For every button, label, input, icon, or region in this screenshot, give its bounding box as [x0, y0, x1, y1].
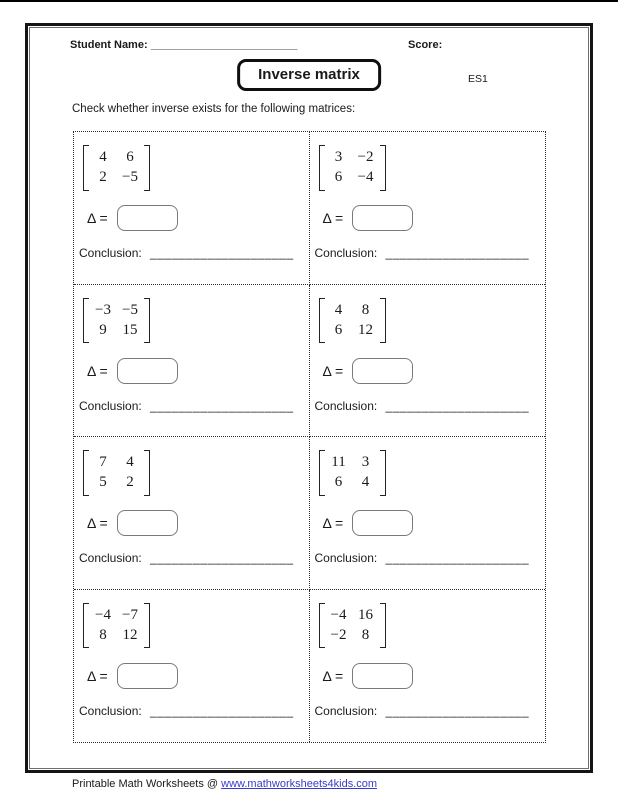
matrix-entry: 2: [126, 474, 134, 491]
matrix-entry: 8: [361, 301, 370, 318]
problem-cell: [74, 590, 310, 743]
determinant-row: [323, 358, 414, 384]
footer: [72, 778, 377, 790]
matrix-entry: 6: [126, 149, 134, 165]
matrix-right-bracket: [144, 603, 150, 649]
matrix: [319, 298, 386, 344]
matrix-entries: [325, 145, 380, 191]
matrix-entry: −2: [330, 626, 347, 643]
conclusion-label: Conclusion:: [79, 551, 142, 565]
determinant-row: [87, 205, 178, 231]
matrix-entry: 11: [331, 454, 346, 470]
conclusion-blank-line[interactable]: ____________________: [150, 398, 294, 413]
problem-cell: [74, 132, 310, 285]
problem-cell: [74, 285, 310, 438]
matrix-right-bracket: [144, 298, 150, 344]
matrix-entries: [89, 603, 144, 649]
matrix-entry: −7: [122, 606, 138, 623]
determinant-answer-box[interactable]: [352, 510, 413, 536]
matrix-entry: 12: [358, 321, 373, 338]
matrix-right-bracket: [380, 603, 386, 649]
matrix-entry: −3: [95, 301, 111, 318]
problem-cell: [310, 590, 546, 743]
student-name-label: Student Name:: [70, 39, 148, 51]
matrix: [83, 298, 150, 344]
conclusion-blank-line[interactable]: ____________________: [385, 551, 530, 565]
determinant-row: [323, 663, 414, 689]
matrix: [83, 450, 150, 496]
matrix-entry: −4: [330, 606, 347, 623]
determinant-answer-box[interactable]: [352, 205, 413, 231]
matrix-entry: 3: [361, 454, 370, 470]
problem-cell: [74, 437, 310, 590]
determinant-answer-box[interactable]: [352, 663, 413, 689]
instruction-text: Check whether inverse exists for the following matrices:: [72, 103, 356, 115]
problem-cell: [310, 285, 546, 438]
matrix-entry: 8: [99, 626, 107, 643]
determinant-answer-box[interactable]: [117, 358, 178, 384]
matrix: [319, 603, 386, 649]
matrix-entry: −5: [122, 169, 138, 186]
matrix-entry: 4: [334, 301, 343, 318]
matrix-entry: −5: [122, 301, 138, 318]
matrix: [319, 450, 386, 496]
matrix-entries: [89, 450, 144, 496]
matrix-entry: 12: [122, 626, 138, 643]
matrix-entry: 4: [126, 454, 134, 470]
conclusion-label: Conclusion:: [79, 246, 142, 260]
determinant-answer-box[interactable]: [117, 205, 178, 231]
matrix-entry: 2: [99, 169, 107, 186]
delta-label: Δ =: [87, 362, 108, 379]
page-frame: [25, 23, 593, 773]
matrix: [83, 603, 150, 649]
determinant-row: [323, 510, 414, 536]
score-label: Score:: [408, 39, 443, 51]
matrix-right-bracket: [380, 145, 386, 191]
matrix-entry: 9: [99, 321, 107, 338]
determinant-row: [87, 663, 178, 689]
matrix: [319, 145, 386, 191]
matrix-entries: [325, 298, 380, 344]
matrix-entry: 6: [334, 321, 343, 338]
matrix-right-bracket: [144, 145, 150, 191]
footer-text: Printable Math Worksheets @: [72, 778, 222, 790]
conclusion-blank-line[interactable]: ____________________: [150, 703, 294, 718]
conclusion-label: Conclusion:: [314, 398, 378, 413]
matrix-entries: [89, 298, 144, 344]
matrix-right-bracket: [380, 298, 386, 344]
conclusion-row: [315, 704, 530, 718]
conclusion-row: [79, 704, 294, 718]
delta-label: Δ =: [87, 210, 108, 226]
determinant-answer-box[interactable]: [117, 663, 178, 689]
problem-cell: [310, 132, 546, 285]
delta-label: Δ =: [322, 515, 344, 531]
matrix-entry: 4: [361, 474, 370, 491]
problem-cell: [310, 437, 546, 590]
conclusion-row: [79, 551, 294, 565]
student-name-row: [70, 39, 298, 51]
matrix-entry: −4: [357, 169, 374, 186]
conclusion-row: [315, 399, 530, 413]
matrix-entry: 4: [99, 149, 107, 165]
matrix-entry: 7: [99, 454, 107, 470]
student-name-blank[interactable]: ________________________: [150, 39, 298, 51]
worksheet-code: ES1: [468, 73, 488, 85]
matrix-entry: −2: [357, 149, 374, 165]
conclusion-label: Conclusion:: [314, 703, 378, 718]
matrix-entry: 3: [334, 149, 343, 165]
matrix-entry: −4: [95, 606, 111, 623]
conclusion-label: Conclusion:: [79, 398, 142, 413]
determinant-row: [87, 358, 178, 384]
conclusion-blank-line[interactable]: ____________________: [385, 703, 530, 718]
determinant-row: [323, 205, 414, 231]
matrix-entry: 6: [334, 169, 343, 186]
problems-grid: [73, 131, 546, 743]
matrix-entries: [325, 603, 380, 649]
conclusion-blank-line[interactable]: ____________________: [385, 246, 530, 260]
page-top-edge: [0, 0, 618, 2]
determinant-answer-box[interactable]: [117, 510, 178, 536]
conclusion-label: Conclusion:: [79, 703, 142, 718]
conclusion-row: [315, 246, 530, 260]
worksheet-title: Inverse matrix: [237, 59, 381, 91]
matrix-entries: [325, 450, 380, 496]
conclusion-blank-line[interactable]: ____________________: [385, 398, 530, 413]
conclusion-row: [315, 551, 530, 565]
conclusion-blank-line[interactable]: ____________________: [150, 551, 294, 565]
matrix-right-bracket: [144, 450, 150, 496]
matrix-entry: 8: [361, 626, 370, 643]
matrix-entry: 5: [99, 474, 107, 491]
delta-label: Δ =: [322, 667, 344, 684]
matrix-entry: 15: [122, 321, 138, 338]
conclusion-label: Conclusion:: [314, 551, 378, 565]
delta-label: Δ =: [87, 515, 108, 531]
matrix-right-bracket: [380, 450, 386, 496]
conclusion-row: [79, 399, 294, 413]
matrix-entry: 16: [358, 606, 373, 623]
delta-label: Δ =: [322, 210, 344, 226]
conclusion-label: Conclusion:: [314, 246, 378, 260]
conclusion-blank-line[interactable]: ____________________: [150, 246, 294, 260]
matrix-entries: [89, 145, 144, 191]
delta-label: Δ =: [322, 362, 344, 379]
determinant-answer-box[interactable]: [352, 358, 413, 384]
matrix: [83, 145, 150, 191]
delta-label: Δ =: [87, 667, 108, 684]
footer-link[interactable]: www.mathworksheets4kids.com: [221, 778, 378, 790]
matrix-entry: 6: [334, 474, 343, 491]
conclusion-row: [79, 246, 294, 260]
determinant-row: [87, 510, 178, 536]
